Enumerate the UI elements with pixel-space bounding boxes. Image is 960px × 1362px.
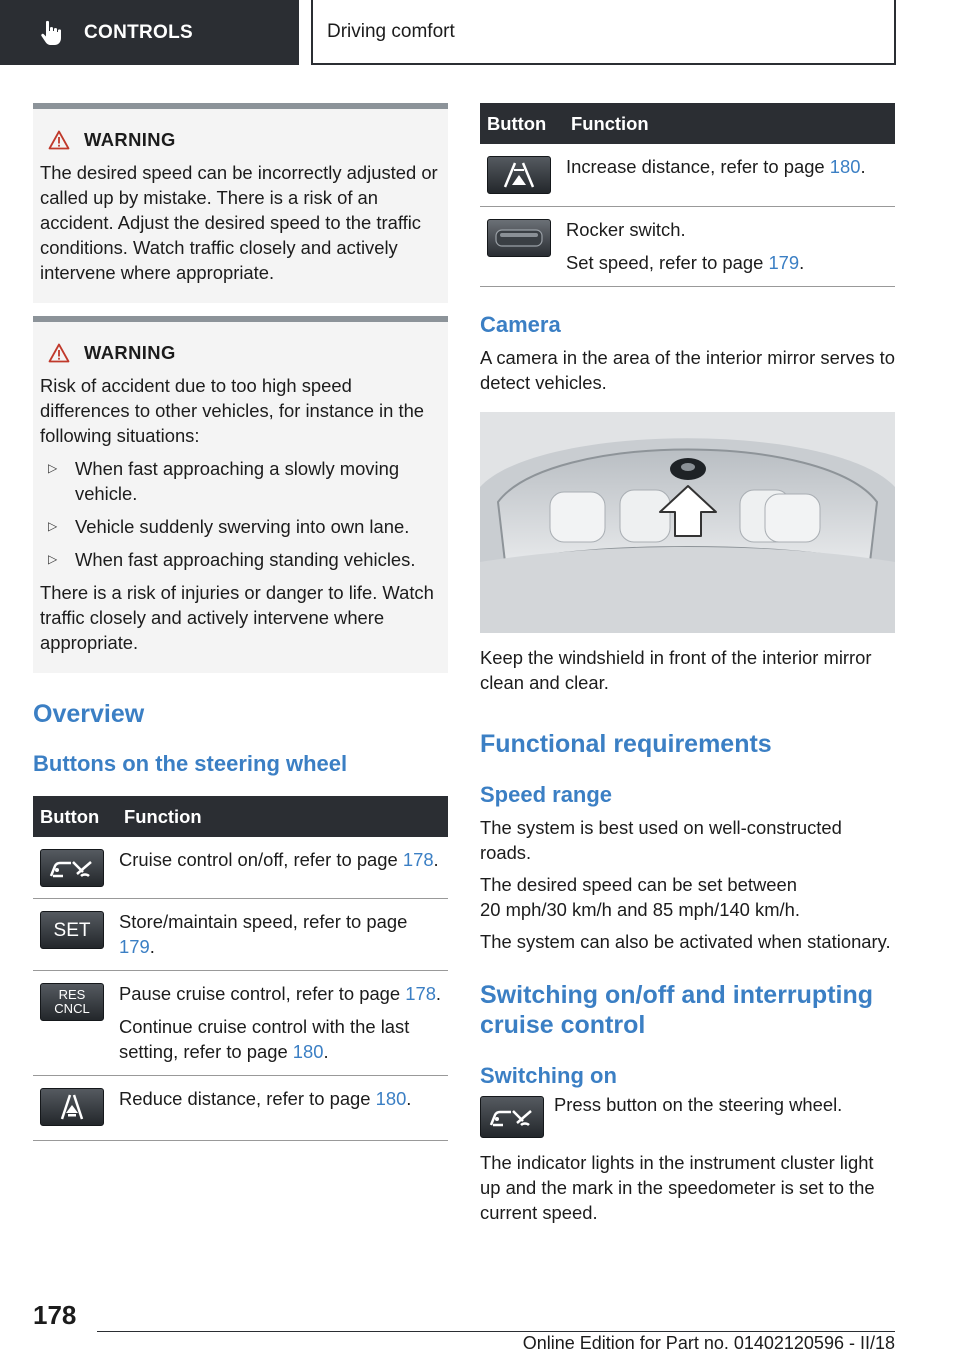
page-link[interactable]: 179 (768, 252, 800, 273)
function-cell: Rocker switch. Set speed, refer to page 179. (566, 207, 895, 287)
page-link[interactable]: 178 (405, 983, 436, 1004)
chapter-tab (311, 0, 896, 65)
list-item: ▷ Vehicle suddenly swerving into own lane. (40, 514, 441, 539)
warning-box-2 (33, 316, 448, 673)
col-header-button: Button (480, 103, 566, 144)
bullet-triangle-icon: ▷ (48, 461, 58, 475)
buttons-subheading: Buttons on the steering wheel (33, 751, 348, 776)
speed-p2b: 20 mph/30 km/h and 85 mph/140 km/h. (480, 899, 800, 920)
hand-pointer-icon (40, 20, 64, 46)
functional-heading: Functional requirements (480, 730, 772, 758)
warning-outro: There is a risk of injuries or danger to life. Watch traffic closely and actively intervene where appropriate. (40, 582, 434, 653)
list-item: ▷ When fast approaching a slowly moving vehicle. (40, 456, 441, 506)
switching-on-heading: Switching on (480, 1063, 617, 1088)
page-link[interactable]: 179 (119, 936, 150, 957)
edition-text: Online Edition for Part no. 01402120596 - II/18 (522, 1333, 895, 1353)
function-cell: Reduce distance, refer to page 180. (119, 1076, 448, 1141)
warning-triangle-icon (48, 130, 70, 150)
warning-title: WARNING (84, 129, 176, 150)
bullet-triangle-icon: ▷ (48, 519, 58, 533)
table-row (480, 144, 895, 207)
warning-intro: Risk of accident due to too high speed differences to other vehicles, for instance in the following situations: (40, 375, 425, 446)
page-number: 178 (33, 1300, 77, 1330)
switch-on-row (480, 1092, 895, 1138)
camera-text: A camera in the area of the interior mirror serves to detect vehicles. (480, 347, 895, 393)
section-tab (0, 0, 299, 65)
page-link[interactable]: 180 (829, 156, 861, 177)
warning-triangle-icon (48, 343, 70, 363)
speed-range-heading: Speed range (480, 782, 613, 807)
footer-divider (97, 1331, 895, 1332)
reduce-distance-icon (40, 1088, 104, 1126)
table-row (480, 207, 895, 287)
cruise-control-icon (480, 1096, 544, 1138)
table-row (33, 899, 448, 971)
speed-p3: The system can also be activated when stationary. (480, 931, 891, 952)
switch-on-result: The indicator lights in the instrument cluster light up and the mark in the speedometer is set to the current speed. (480, 1152, 875, 1223)
function-cell: Increase distance, refer to page 180. (566, 144, 895, 207)
set-icon: SET (40, 911, 104, 949)
left-column (33, 103, 448, 1141)
table-row (33, 971, 448, 1076)
buttons-table (33, 796, 448, 1141)
function-cell: Store/maintain speed, refer to page 179. (119, 899, 448, 971)
table-row (33, 1076, 448, 1141)
overview-heading: Overview (33, 700, 145, 728)
list-item: ▷ When fast approaching standing vehicles. (40, 547, 441, 572)
increase-distance-icon (487, 156, 551, 194)
section-title: CONTROLS (84, 21, 194, 43)
right-column (480, 103, 895, 1225)
function-cell: Cruise control on/off, refer to page 178. (119, 837, 448, 899)
col-header-function: Function (566, 103, 895, 144)
function-cell: Pause cruise control, refer to page 178. Continue cruise control with the last setting, refer to page 180. (119, 971, 448, 1076)
speed-p1: The system is best used on well-constructed roads. (480, 817, 842, 863)
switching-heading: Switching on/off and interrupting cruise control (480, 981, 874, 1039)
page-link[interactable]: 180 (375, 1088, 407, 1109)
res-cncl-icon: RES CNCL (40, 983, 104, 1021)
cruise-control-icon (40, 849, 104, 887)
rocker-switch-icon (487, 219, 551, 257)
warning-list (40, 456, 441, 572)
warning-title: WARNING (84, 342, 176, 363)
col-header-button: Button (33, 796, 119, 837)
camera-illustration (480, 412, 895, 633)
camera-after-text: Keep the windshield in front of the interior mirror clean and clear. (480, 647, 872, 693)
warning-box-1 (33, 103, 448, 303)
speed-p2a: The desired speed can be set between (480, 874, 797, 895)
page-link[interactable]: 180 (292, 1041, 324, 1062)
press-button-text: Press button on the steering wheel. (554, 1094, 843, 1115)
page-link[interactable]: 178 (402, 849, 434, 870)
table-row (33, 837, 448, 899)
warning-text: The desired speed can be incorrectly adjusted or called up by mistake. There is a risk of an accident. Adjust the desired speed to the traffic conditions. Watch traffic closely and actively intervene where appropriate. (40, 162, 438, 283)
col-header-function: Function (119, 796, 448, 837)
bullet-triangle-icon: ▷ (48, 552, 58, 566)
chapter-title: Driving comfort (327, 20, 455, 42)
buttons-table-continued (480, 103, 895, 287)
camera-heading: Camera (480, 312, 561, 337)
